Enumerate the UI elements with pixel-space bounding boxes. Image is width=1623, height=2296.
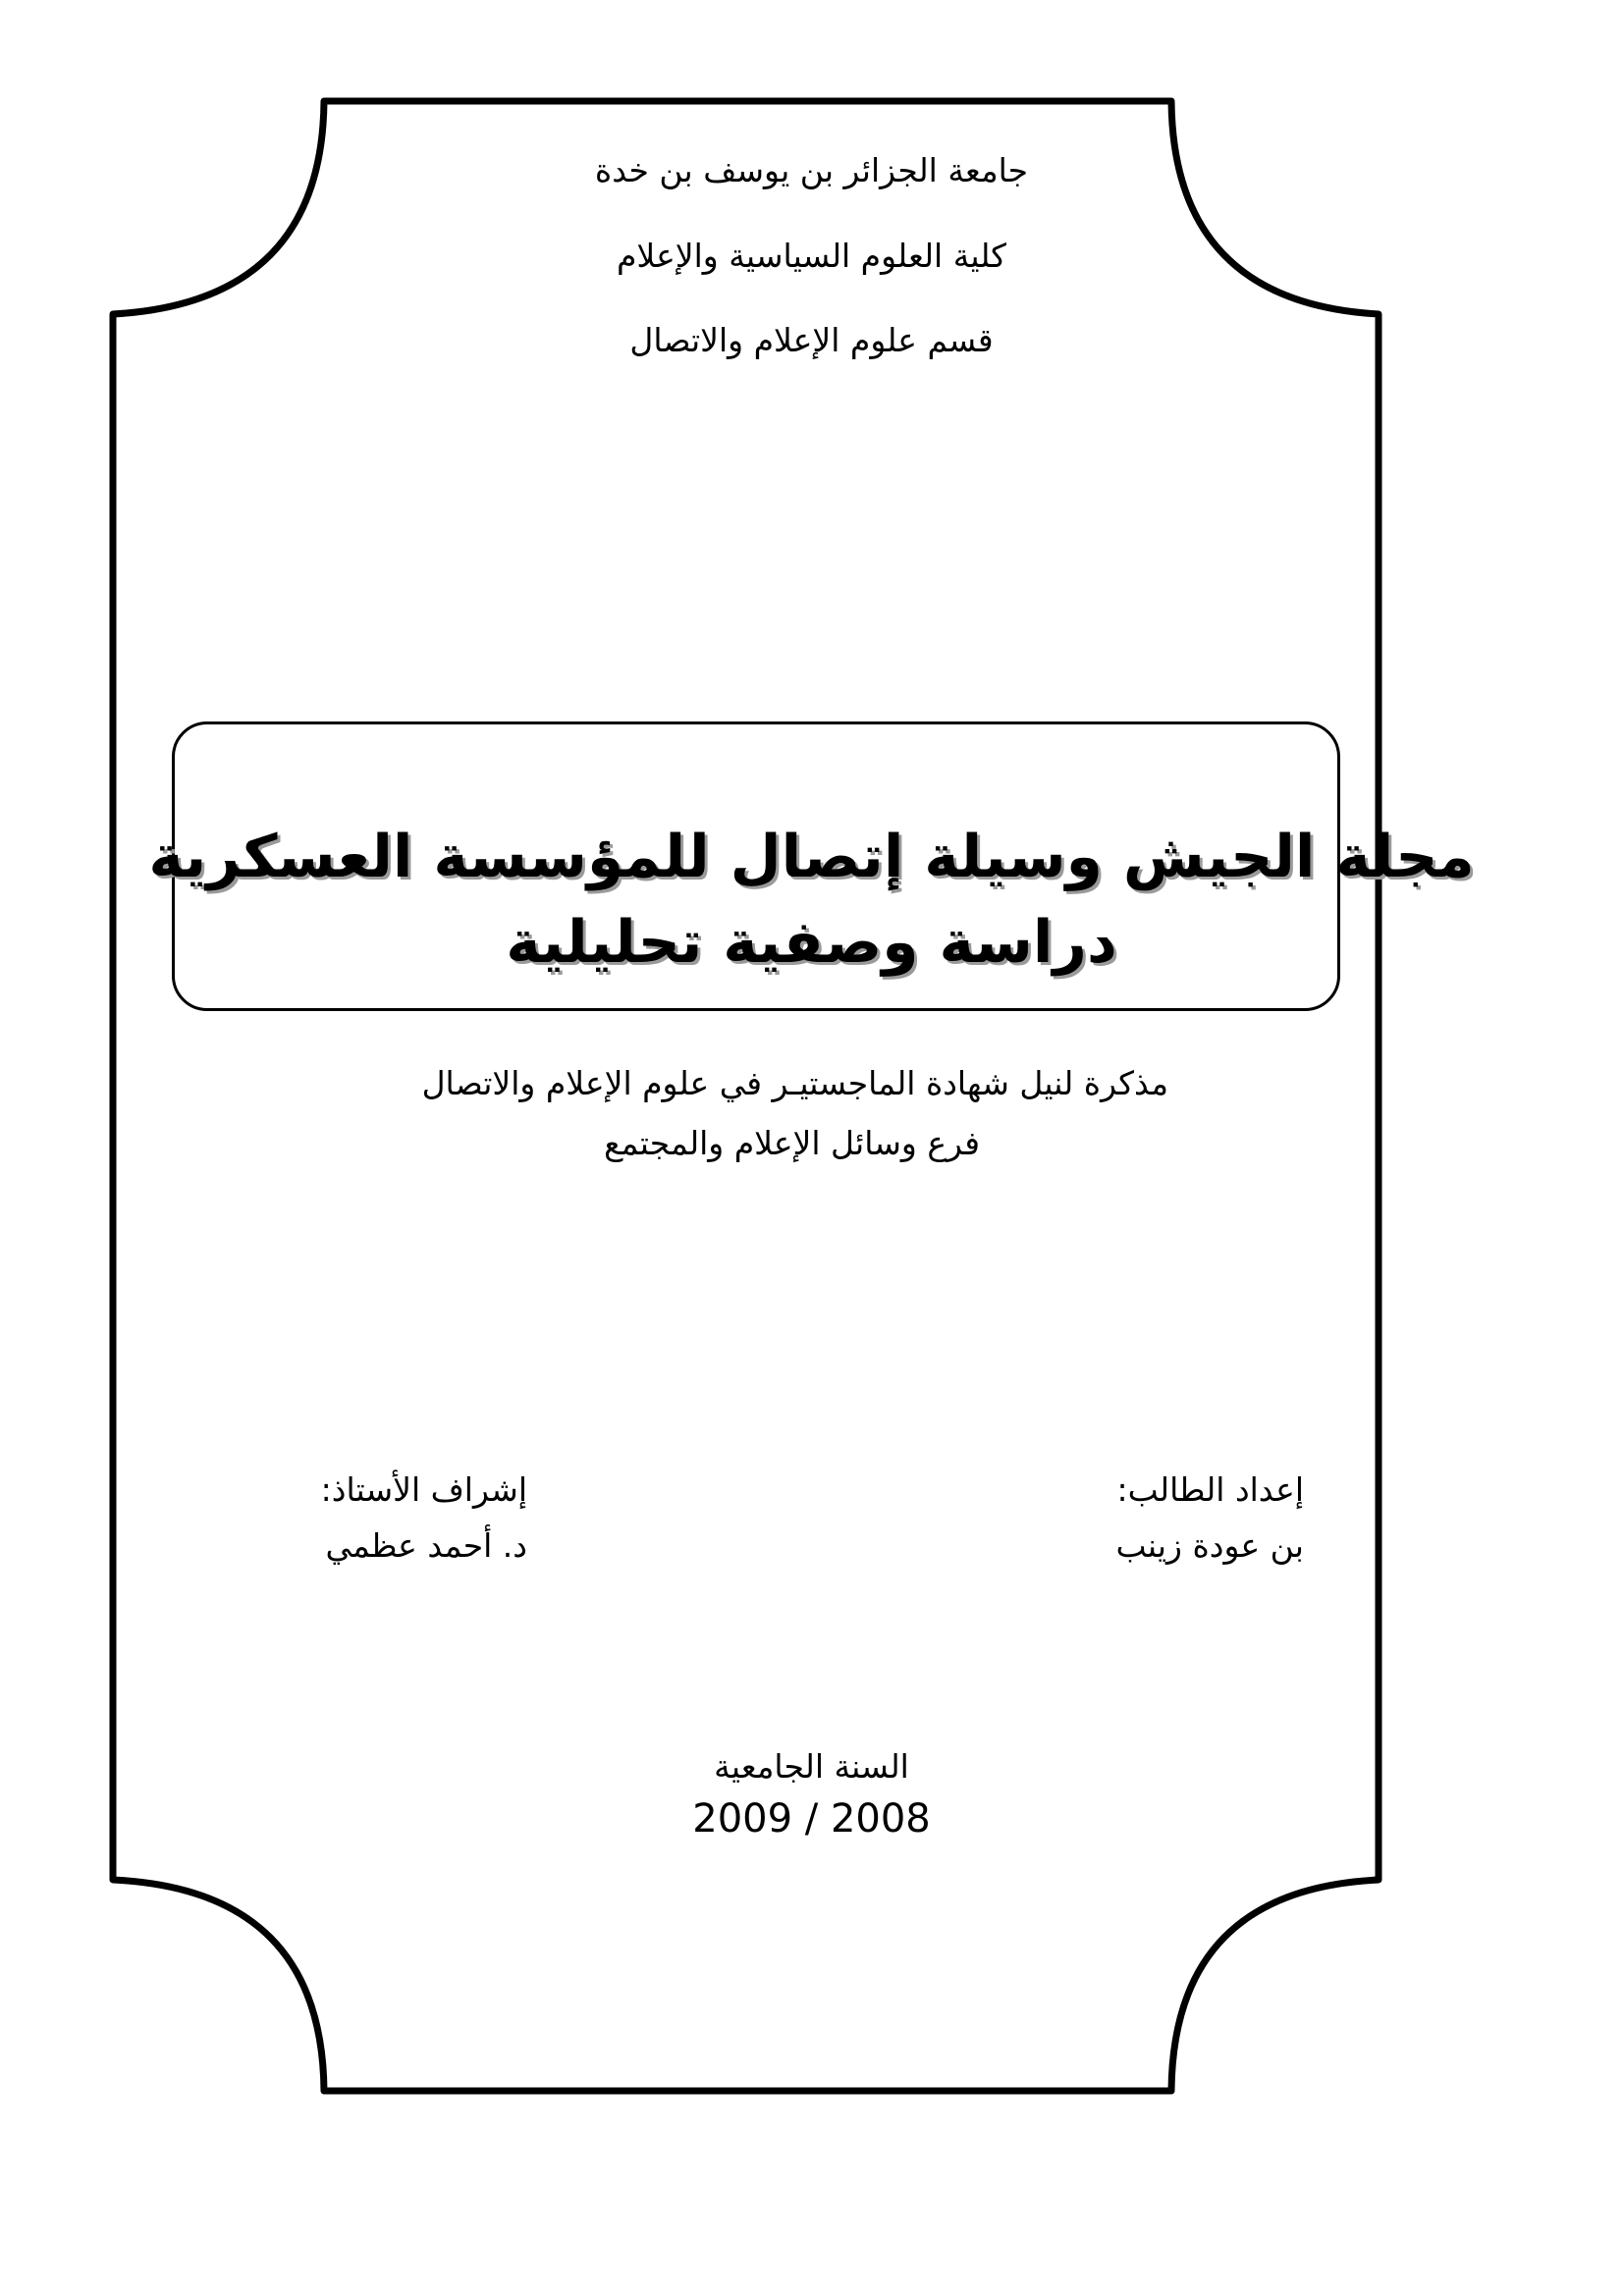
university-name: جامعة الجزائر بن يوسف بن خدة [594, 151, 1029, 189]
academic-year-value: 2009 / 2008 [692, 1796, 931, 1842]
degree-branch: فرع وسائل الإعلام والمجتمع [604, 1124, 980, 1162]
department-name: قسم علوم الإعلام والاتصال [629, 321, 994, 359]
thesis-title-line2: دراسة وصفية تحليلية [506, 908, 1117, 977]
student-label: إعداد الطالب: [1116, 1470, 1304, 1509]
supervisor-label: إشراف الأستاذ: [320, 1470, 527, 1509]
academic-year-label: السنة الجامعية [714, 1747, 909, 1786]
student-name: بن عودة زينب [1115, 1526, 1304, 1565]
faculty-name: كلية العلوم السياسية والإعلام [616, 237, 1006, 275]
thesis-title-line1: مجلة الجيش وسيلة إتصال للمؤسسة العسكرية [148, 823, 1475, 891]
degree-statement: مذكرة لنيل شهادة الماجستيـر في علوم الإعلام والاتصال [421, 1064, 1168, 1102]
supervisor-name: د. أحمد عظمي [325, 1526, 527, 1565]
